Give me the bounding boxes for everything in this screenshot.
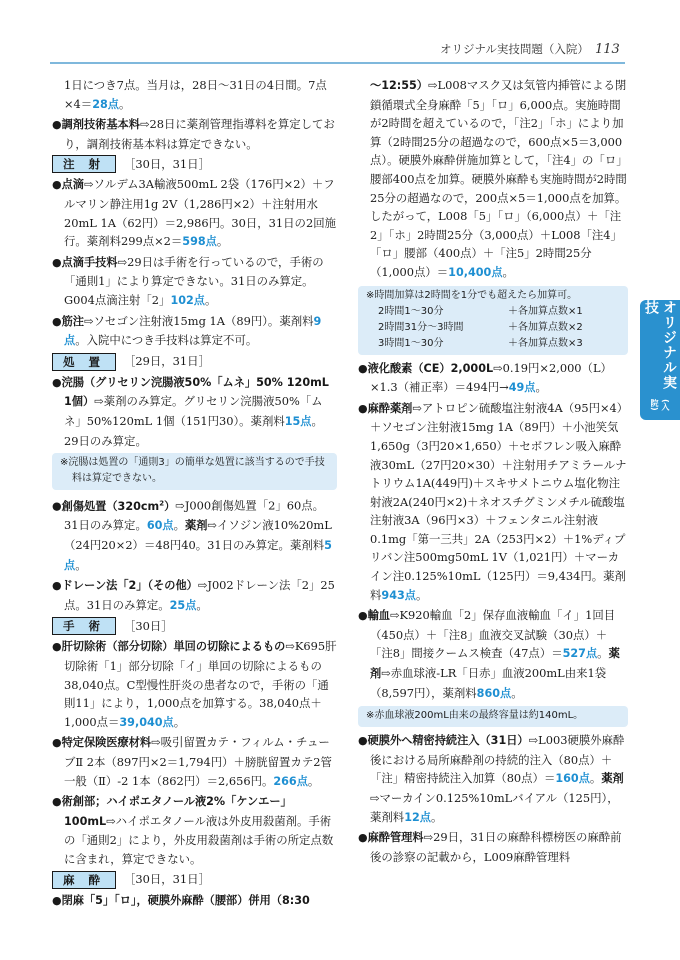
entry-keyword: 硬膜外へ精密持続注入（31日） [367,734,529,748]
section-heading-shujutsu [52,617,337,635]
entry-keyword: 筋注 [61,314,84,328]
bullet-icon: ● [358,401,368,415]
note-row: 2時間1～30分 ＋各加算点数×1 [378,305,583,317]
section-heading-chusha [52,155,337,173]
note-text: ※浣腸は処置の「通則3」の簡単な処置に該当するので手技料は算定できない。 [60,457,325,485]
entry-keyword: 薬剤 [185,519,208,533]
points-value: 860点 [476,686,512,700]
points-value: 5点 [64,539,332,572]
section-dates: ［30日，31日］ [124,157,210,172]
section-dates: ［30日］ [124,619,173,634]
points-value: 943点 [381,588,416,602]
points-value: 15点 [284,414,312,428]
note-box-time-addition [358,286,628,355]
right-column [358,76,628,867]
points-value: 527点 [562,647,598,661]
entry-keyword: 閉麻「5」「ロ」，硬膜外麻酔（腰部）併用（8:30 [61,893,310,907]
points-value: 9点 [64,314,322,348]
entry-keyword: 点滴 [61,178,84,192]
section-heading-masui [52,871,337,889]
paragraph-continued: 1日につき7点。当月は，28日～31日の4日間。7点×4＝28点。 [64,78,327,111]
entry-ekisan: ●液化酸素（CE）2,000L⇨0.19円×2,000（L）×1.3（補正率）＝494円→49点。 [358,360,612,395]
entry-masui-kanri: ●麻酔管理料⇨29日，31日の麻酔科標榜医の麻酔前後の診察の記載から，L009麻酔管理料 [358,830,622,864]
entry-keyword: 特定保険医療材料 [61,736,152,750]
entry-drain: ●ドレーン法「2」（その他）⇨J002ドレーン法「2」25点。31日のみ算定。25点。 [52,578,335,612]
bullet-icon: ● [52,893,62,907]
bullet-icon: ● [52,314,62,328]
entry-keyword: 点滴手技料 [61,255,118,269]
entry-kinchu: ●筋注⇨ソセゴン注射液15mg 1A（89円）。薬剤料9点。入院中につき手技料は算定不可。 [52,313,322,348]
entry-kancho: ●浣腸（グリセリン浣腸液50%「ムネ」50% 120mL 1個）⇨薬剤のみ算定。グリセリン浣腸液50%「ムネ」50%120mL 1個（151円30）。薬剤料15点。29日のみ算定。 [52,375,329,448]
header-title: オリジナル実技問題（入院） [440,42,589,56]
bullet-icon: ● [358,831,368,845]
note-box-sekkekkyu [358,706,628,727]
points-value: 102点 [170,293,205,307]
bullet-icon: ● [52,499,62,513]
section-label: 注 射 [52,155,116,173]
entry-heisa [52,891,337,911]
points-value: 266点 [273,774,308,788]
bullet-icon: ● [52,118,62,132]
side-tab-sublabel: (入院) [650,398,670,411]
entry-keyword: 調剤技術基本料 [61,118,140,132]
bullet-icon: ● [52,736,62,750]
points-value: 49点 [508,381,536,395]
bullet-icon: ● [52,375,62,389]
entry-tenteki: ●点滴⇨ソルデム3A輸液500mL 2袋（176円×2）＋フルマリン静注用1g 2V（1,286円×2）＋注射用水20mL 1A（62円）＝2,986円。30日，31日の2回施行。薬剤料299点×2＝598点。 [52,177,336,249]
section-dates: ［30日，31日］ [124,872,210,887]
bullet-icon: ● [52,178,62,192]
note-row: 2時間31分～3時間 ＋各加算点数×2 [378,321,583,333]
section-label: 麻 酔 [52,871,116,889]
points-value: 12点 [404,810,431,824]
entry-keyword: 麻酔管理料 [367,831,424,845]
entry-jutsubu: ●術創部；ハイポエタノール液2%「ケンエー」100mL⇨ハイポエタノール液は外皮用殺菌剤。手術の「通則2」により，外皮用殺菌剤は手術の所定点数に含まれ，算定できない。 [52,795,334,866]
page-number: 113 [594,42,620,57]
entry-keyword: 浣腸（グリセリン浣腸液50%「ムネ」50% 120mL 1個） [61,375,329,409]
entry-tenteki-shugi: ●点滴手技料⇨29日は手術を行っているので，手術の「通則1」により算定できない。31日のみ算定。G004点滴注射「2」102点。 [52,254,324,307]
entry-kansetsujo: ●肝切除術（部分切除）単回の切除によるもの⇨K695肝切除術「1」部分切除「イ」単回の切除によるもの38,040点。C型慢性肝炎の患者なので，手術の「通則11」により，1,000点を加算する。38,040点＋1,000点＝39,040点。 [52,639,337,729]
note-row: 3時間1～30分 ＋各加算点数×3 [378,337,583,349]
running-header [440,41,640,61]
points-value: 160点 [555,772,590,786]
section-label: 処 置 [52,353,116,371]
bullet-icon: ● [52,255,62,269]
left-column [52,76,337,911]
entry-keyword: ドレーン法「2」（その他） [61,579,198,593]
entry-keyword: 創傷処置$(320cm^2)$ [61,499,176,513]
entry-keyword: 術創部；ハイポエタノール液2%「ケンエー」100mL [61,795,292,828]
entry-heisa-continued: ～12:55）⇨L008マスク又は気管内挿管による閉鎖循環式全身麻酔「5」「ロ」6,000点。実施時間が2時間を超えているので，「注2」「ホ」により加算（2時間25分の超過なので，600点×5＝3,000点）。硬膜外麻酔併施加算として，「注4」の「ロ」腰部400点を加算。硬膜外麻酔も実施時間が2時間25分の超過なので，200点×5＝1,000点を加算。したがって，L008「5」「ロ」（6,000点）＋「注2」「ホ」2時間25分（3,000点）＋L008「注4」「ロ」腰部（400点）＋「注5」2時間25分（1,000点）＝10,400点。 [370,78,628,279]
points-value: 28点 [92,97,119,111]
section-label: 手 術 [52,617,116,635]
section-heading-shochi [52,353,337,371]
entry-chozai-gijutsu: ●調剤技術基本料⇨28日に薬剤管理指導料を算定しており，調剤技術基本料は算定できない。 [52,117,335,151]
points-value: 60点 [146,519,174,533]
entry-tokutei: ●特定保険医療材料⇨吸引留置カテ・フィルム・チューブⅡ 2本（897円×2＝1,794円）＋膀胱留置カテ2管一般（Ⅱ）-2 1本（862円）＝2,656円。266点。 [52,735,332,788]
entry-keyword: 輸血 [367,609,390,623]
bullet-icon: ● [358,609,368,623]
section-dates: ［29日，31日］ [124,354,210,369]
points-value: 10,400点 [448,265,503,279]
entry-keyword: 液化酸素（CE）2,000L [367,361,494,375]
entry-keyword: 薬剤 [370,647,620,681]
bullet-icon: ● [52,795,62,809]
entry-keyword: 肝切除術（部分切除）単回の切除によるもの [61,640,286,654]
bullet-icon: ● [358,361,368,375]
bullet-icon: ● [52,640,62,654]
entry-soushou: ●創傷処置$(320cm^2)⇨J000$創傷処置「2」60点。31日のみ算定。60点。薬剤⇨イソジン液10%20mL（24円20×2）＝48円40。31日のみ算定。薬剤料5点。 [52,498,332,572]
points-value: 39,040点 [119,715,174,729]
note-box-kancho [52,453,337,490]
entry-kokumaku: ●硬膜外へ精密持続注入（31日）⇨L003硬膜外麻酔後における局所麻酔剤の持続的注入（80点）＋「注」精密持続注入加算（80点）＝160点。薬剤⇨マーカイン0.125%10mLバイアル（125円），薬剤料12点。 [358,733,625,824]
chapter-side-tab[interactable] [640,300,680,420]
points-value: 25点 [169,598,197,612]
entry-masui-yakuzai: ●麻酔薬剤⇨アトロピン硫酸塩注射液4A（95円×4）＋ソセゴン注射液15mg 1A（89円）＋小池笑気1,650g（3円20×1,650）＋セボフレン吸入麻酔液30mL（27円20×30）＋注射用チアミラールナトリウム1A(449円)＋スキサメトニウム塩化物注射液2A(240円×2)＋ネオスチグミンメチル硫酸塩注射液3A（96円×3）＋フェンタニル注射液0.1mg「第一三共」2A（253円×2）＋1%ディプリバン注500mg50mL 1V（1,021円）＋マーカイン注0.125%10mL（125円）＝9,434円。薬剤料943点。 [358,400,627,602]
bullet-icon: ● [52,579,62,593]
note-title: ※時間加算は2時間を1分でも超えたら加算可。 [366,289,578,301]
entry-keyword: 麻酔薬剤 [367,401,413,415]
bullet-icon: ● [358,734,368,748]
points-value: 598点 [182,235,217,249]
header-rule [50,62,625,64]
note-text: ※赤血球液200mL由来の最終容量は約140mL。 [366,710,584,722]
entry-keyword: ～12:55） [370,79,428,92]
side-tab-label: オリジナル実技 [643,300,677,390]
entry-keyword: 薬剤 [601,772,624,786]
entry-yuketsu: ●輸血⇨K920輸血「2」保存血液輸血「イ」1回目（450点）＋「注8」血液交叉試験（30点）＋「注8」間接クームス検査（47点）＝527点。薬剤⇨赤血球液-LR「日赤」血液200mL由来1袋（8,597円），薬剤料860点。 [358,608,620,700]
